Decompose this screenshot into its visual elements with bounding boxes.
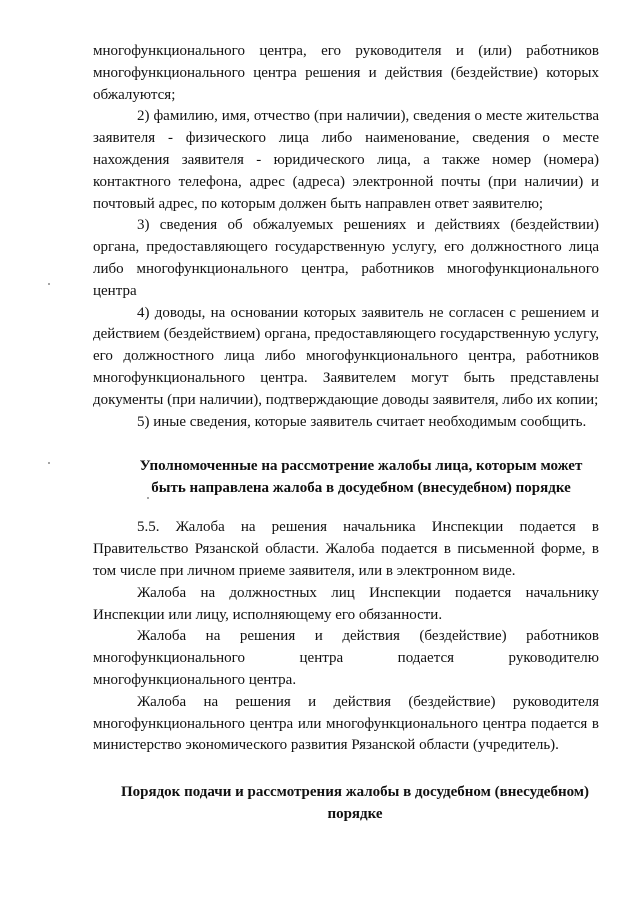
scan-speck: [48, 283, 50, 285]
document-body: [93, 41, 599, 825]
paragraph-item-3: 3) сведения об обжалуемых решениях и действиях (бездействии) органа, предоставляющего государственную услугу, его должностного лица либо многофункционального центра, работников многофункционального центра: [93, 217, 599, 299]
paragraph-officials-complaint: Жалоба на должностных лиц Инспекции подается начальнику Инспекции или лицу, исполняющему его обязанности.: [93, 584, 599, 623]
paragraph-continuation: многофункционального центра, его руководителя и (или) работников многофункционального центра решения и действия (бездействие) которых обжалуются;: [93, 43, 599, 103]
paragraph-item-5: 5) иные сведения, которые заявитель считает необходимым сообщить.: [137, 413, 587, 430]
scan-speck: [48, 462, 50, 464]
paragraph-mfc-workers-complaint: Жалоба на решения и действия (бездействие) работников многофункционального центра подается руководителю многофункционального центра.: [93, 628, 599, 688]
paragraph-item-2: 2) фамилию, имя, отчество (при наличии), сведения о месте жительства заявителя - физического лица либо наименование, сведения о месте нахождения заявителя - юридического лица, а также номер (номера) контактного телефона, адрес (адреса) электронной почты (при наличии) и почтовый адрес, по которым должен быть направлен ответ заявителю;: [93, 108, 599, 212]
section-heading-authorized-persons: Уполномоченные на рассмотрение жалобы лица, которым может быть направлена жалоба в досудебном (внесудебном) порядке: [139, 458, 583, 497]
paragraph-mfc-head-complaint: Жалоба на решения и действия (бездействие) руководителя многофункционального центра или многофункционального центра подается в министерство экономического развития Рязанской области (учредитель).: [93, 693, 599, 754]
paragraph-5-5: 5.5. Жалоба на решения начальника Инспекции подается в Правительство Рязанской области. Жалоба подается в письменной форме, в том числе при личном приеме заявителя, или в электронном виде.: [93, 519, 599, 579]
section-heading-procedure: Порядок подачи и рассмотрения жалобы в досудебном (внесудебном) порядке: [120, 784, 590, 823]
paragraph-item-4: 4) доводы, на основании которых заявитель не согласен с решением и действием (бездействием) органа, предоставляющего государственную услугу, его должностного лица либо многофункционального центра, работников многофункционального центра. Заявителем могут быть представлены документы (при наличии), подтверждающие доводы заявителя, либо их копии;: [93, 304, 599, 408]
